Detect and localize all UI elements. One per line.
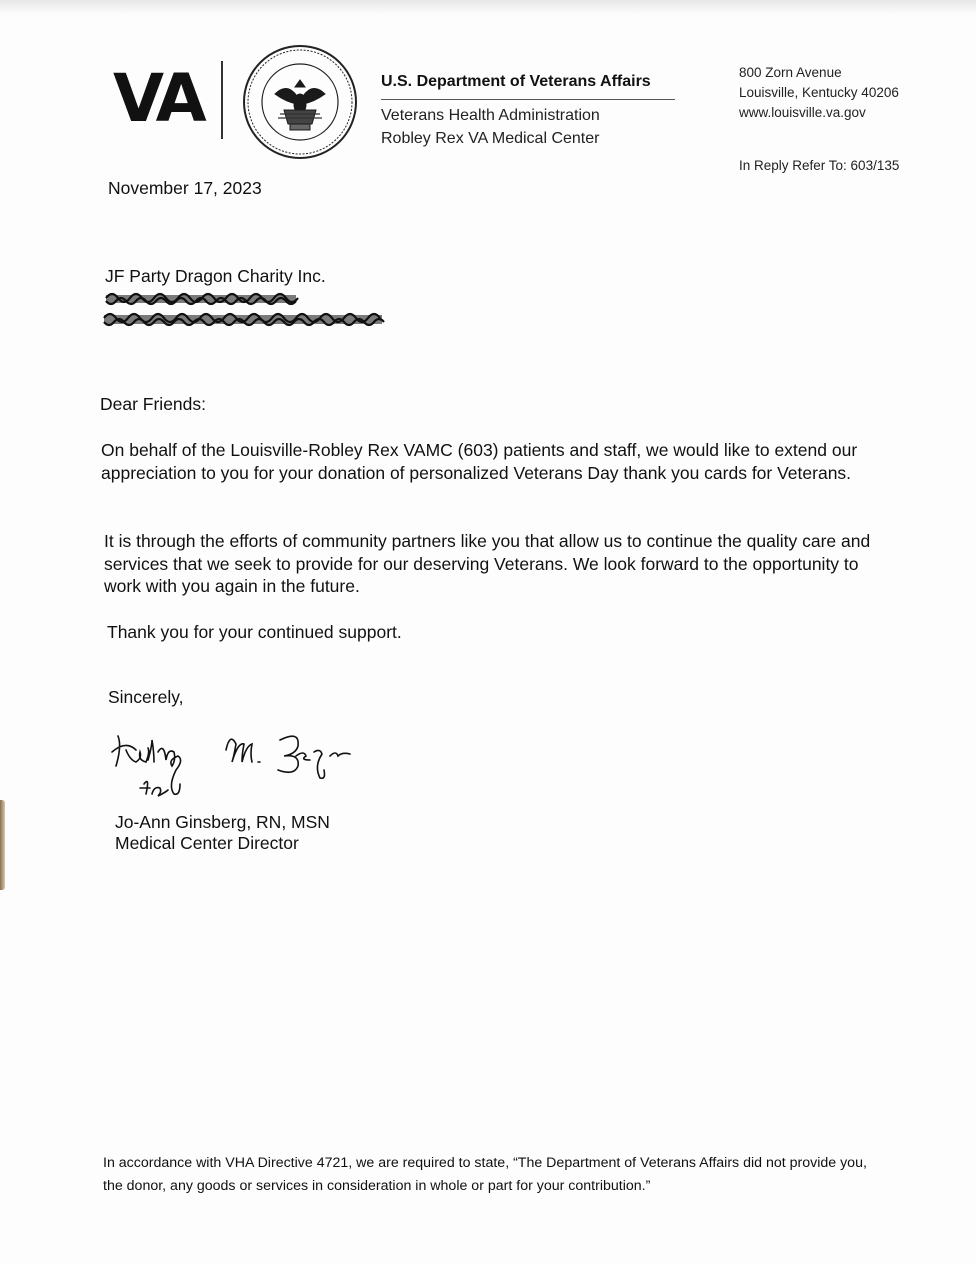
scan-edge-mark [0,800,5,890]
signer-title: Medical Center Director [115,833,299,853]
header-rule [381,99,675,100]
paragraph-2: It is through the efforts of community partners like you that allow us to continue the quality care and services that we seek to provide for our deserving Veterans. We look forward to the opportunity to work with you again in the future. [104,531,871,596]
paragraph-3: Thank you for your continued support. [107,622,402,642]
recipient-name: JF Party Dragon Charity Inc. [105,266,326,286]
address-line-2: Louisville, Kentucky 40206 [739,85,899,100]
closing: Sincerely, [108,687,184,707]
va-logo: VA [113,60,203,137]
redacted-address [102,288,392,332]
handwritten-signature [108,722,368,814]
website: www.louisville.va.gov [739,105,866,120]
letter-date: November 17, 2023 [108,178,262,198]
reply-reference: In Reply Refer To: 603/135 [739,158,900,173]
administration-name: Veterans Health Administration [381,107,600,124]
facility-name: Robley Rex VA Medical Center [381,130,600,147]
department-seal-icon [242,44,358,160]
signer-name: Jo-Ann Ginsberg, RN, MSN [115,812,330,832]
salutation: Dear Friends: [100,394,207,414]
scan-shadow [0,0,976,14]
paragraph-1: On behalf of the Louisville-Robley Rex VAMC (603) patients and staff, we would like to extend our appreciation to you for your donation of personalized Veterans Day thank you cards for Veterans. [101,440,858,483]
department-name: U.S. Department of Veterans Affairs [381,73,651,90]
address-line-1: 800 Zorn Avenue [739,65,842,80]
logo-divider [221,61,223,139]
footer-notice: In accordance with VHA Directive 4721, we are required to state, “The Department of Veterans Affairs did not provide you, the donor, any goods or services in consideration in whole or part for your contribution.” [103,1155,867,1194]
